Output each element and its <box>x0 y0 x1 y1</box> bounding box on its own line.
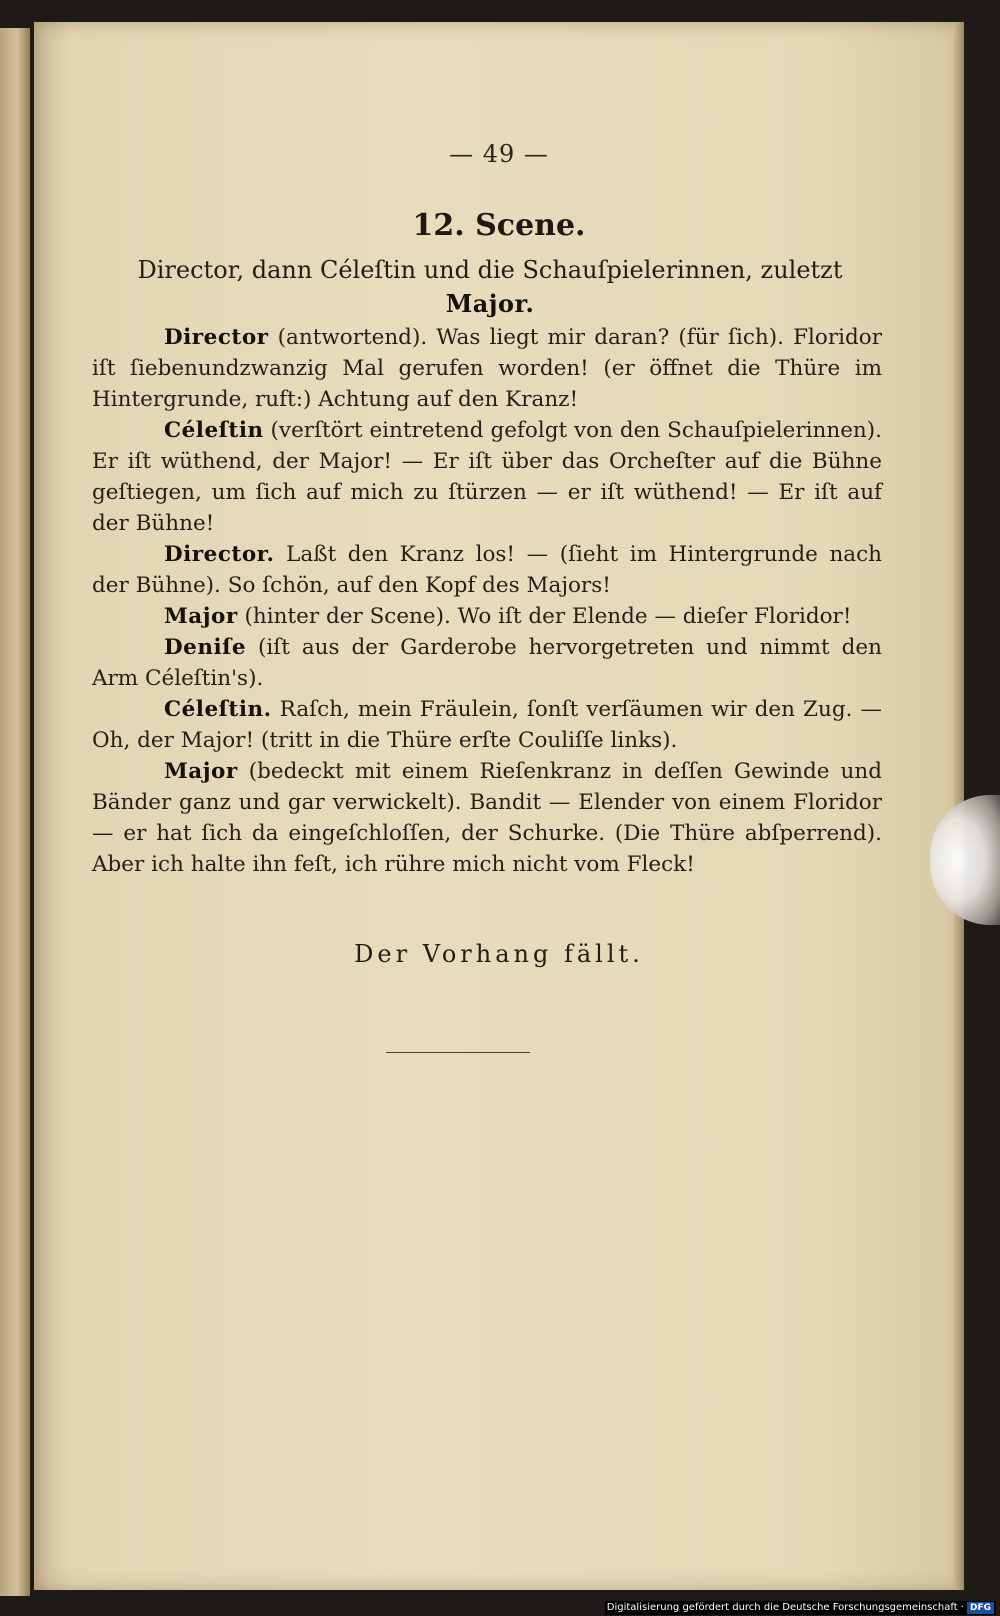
speaker-name: Deniſe <box>164 635 247 660</box>
credit-text: Digitalisierung gefördert durch die Deutsche Forschungsgemeinschaft · <box>606 1602 964 1613</box>
speaker-name: Director <box>164 325 269 350</box>
dfg-logo: DFG <box>967 1602 994 1614</box>
speaker-name: Céleſtin. <box>164 697 272 722</box>
scene-title: 12. Scene. <box>412 208 586 243</box>
cast-line: Director, dann Céleſtin und die Schauſpielerinnen, zuletzt <box>137 256 843 284</box>
speaker-name: Céleſtin <box>164 418 264 443</box>
dialogue-paragraph <box>92 415 882 539</box>
speaker-name: Director. <box>164 542 275 567</box>
dialogue-line: Laßt den Kranz los! — (ſieht im Hintergrunde nach der Bühne). So ſchön, auf den Kopf des Majors! <box>92 542 882 598</box>
dialogue-text <box>92 322 882 880</box>
speaker-name: Major <box>164 759 238 784</box>
dialogue-paragraph <box>92 322 882 415</box>
dialogue-line: (iſt aus der Garderobe hervorgetreten und nimmt den Arm Céleſtin's). <box>92 635 882 691</box>
book-page <box>34 22 964 1590</box>
speaker-name: Major <box>164 604 238 629</box>
closing-line: Der Vorhang fällt. <box>354 940 644 968</box>
dialogue-paragraph <box>92 601 882 632</box>
dialogue-line: (verſtört eintretend gefolgt von den Schauſpielerinnen). Er iſt wüthend, der Major! — Er iſt über das Orcheſter auf die Bühne geſtiegen, um ſich auf mich zu ſtürzen — er iſt wüthend! — Er iſt auf der Bühne! <box>92 418 882 536</box>
end-rule <box>386 1052 530 1053</box>
page-number: — 49 — <box>449 140 549 168</box>
dialogue-line: (bedeckt mit einem Rieſenkranz in deſſen Gewinde und Bänder ganz und gar verwickelt). Bandit — Elender von einem Floridor — er hat ſich da eingeſchloſſen, der Schurke. (Die Thüre abſperrend). Aber ich halte ihn feſt, ich rühre mich nicht vom Fleck! <box>92 759 882 877</box>
cast-list <box>110 254 870 320</box>
dialogue-line: Raſch, mein Fräulein, ſonſt verſäumen wir den Zug. — Oh, der Major! (tritt in die Thüre erſte Couliſſe links). <box>92 697 882 753</box>
dialogue-paragraph <box>92 632 882 694</box>
previous-page-edge <box>0 28 30 1596</box>
dialogue-paragraph <box>92 756 882 880</box>
dialogue-line: (hinter der Scene). Wo iſt der Elende — dieſer Floridor! <box>244 604 852 629</box>
digitization-credit <box>605 1601 996 1615</box>
dialogue-line: (antwortend). Was liegt mir daran? (für ſich). Floridor iſt ſiebenundzwanzig Mal gerufen worden! (er öffnet die Thüre im Hintergrunde, ruft:) Achtung auf den Kranz! <box>92 325 882 412</box>
dialogue-paragraph <box>92 539 882 601</box>
dialogue-paragraph <box>92 694 882 756</box>
cast-line: Major. <box>445 289 535 318</box>
